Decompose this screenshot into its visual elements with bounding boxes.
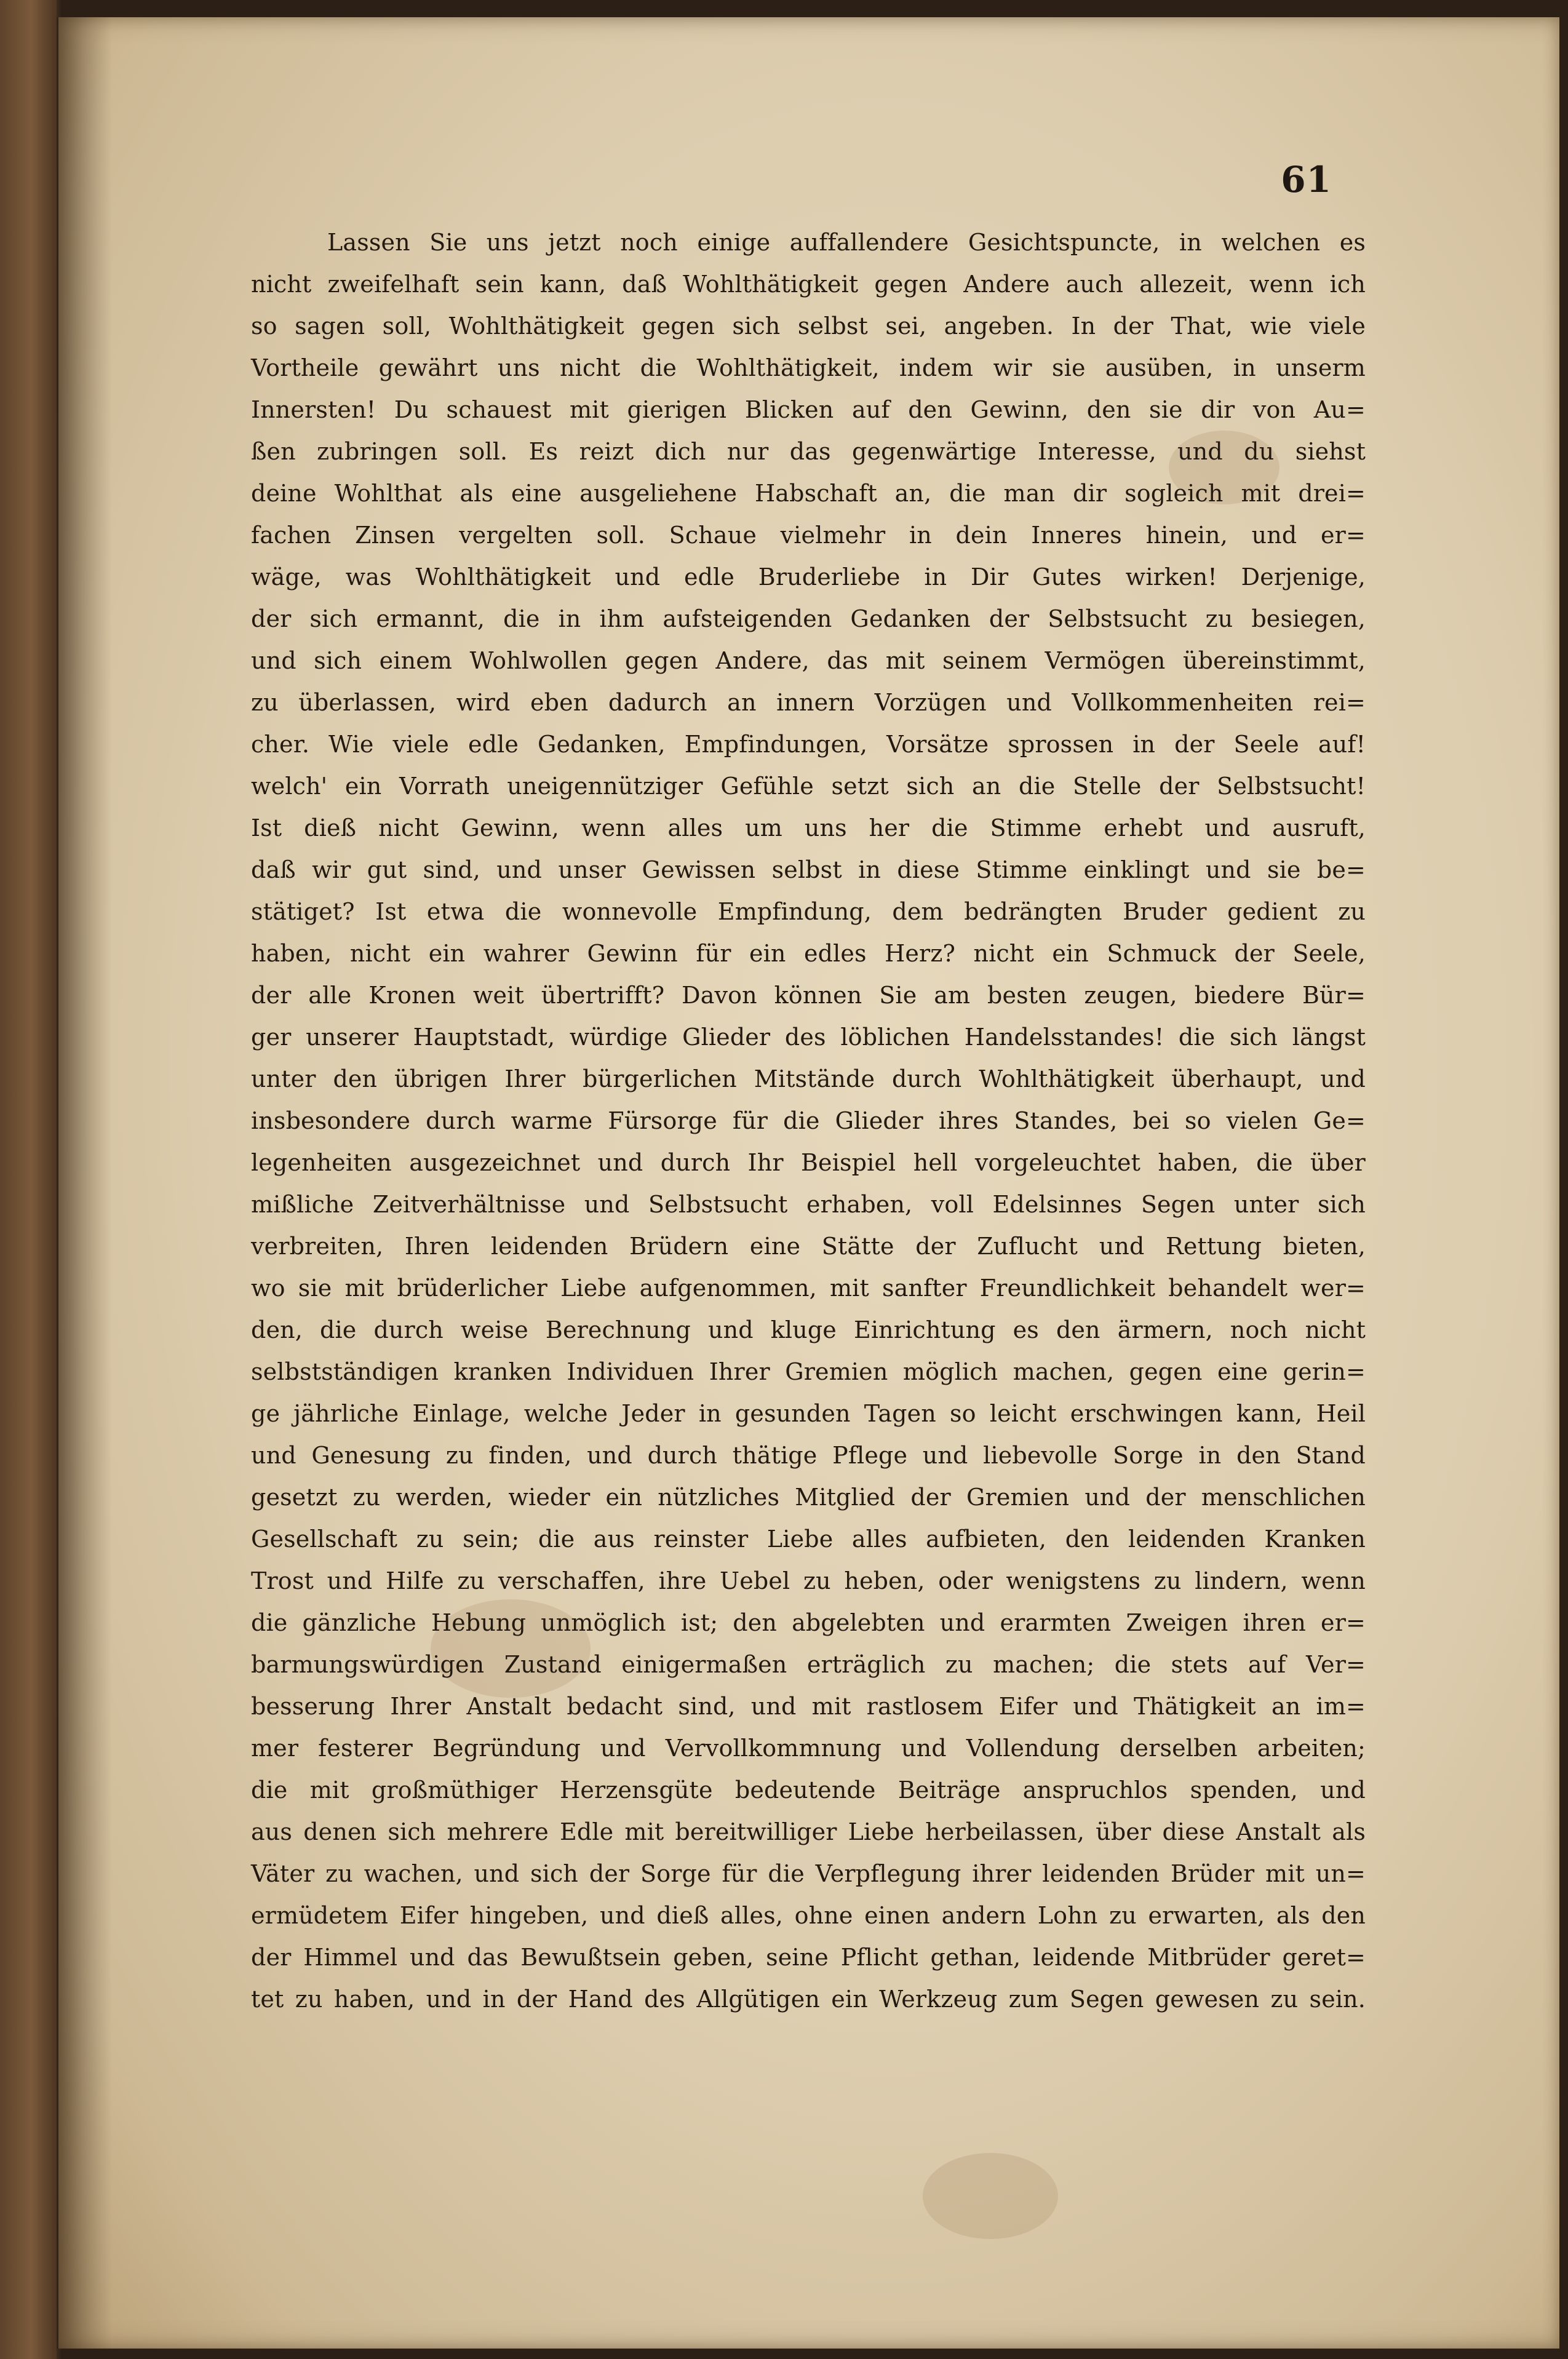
text-line: haben, nicht ein wahrer Gewinn für ein edles Herz? nicht ein Schmuck der Seele, (251, 940, 1366, 967)
page-number: 61 (1281, 159, 1332, 201)
text-line: zu überlassen, wird eben dadurch an innern Vorzügen und Vollkommenheiten rei= (251, 689, 1366, 716)
text-line: so sagen soll, Wohlthätigkeit gegen sich selbst sei, angeben. In der That, wie viele (251, 312, 1366, 340)
text-line: die gänzliche Hebung unmöglich ist; den abgelebten und erarmten Zweigen ihren er= (251, 1609, 1366, 1636)
text-line: verbreiten, Ihren leidenden Brüdern eine Stätte der Zuflucht und Rettung bieten, (251, 1233, 1366, 1260)
text-line: aus denen sich mehrere Edle mit bereitwilliger Liebe herbeilassen, über diese Anstalt als (251, 1818, 1366, 1845)
text-line: deine Wohlthat als eine ausgeliehene Habschaft an, die man dir sogleich mit drei= (251, 480, 1366, 507)
text-line: ermüdetem Eifer hingeben, und dieß alles, ohne einen andern Lohn zu erwarten, als den (251, 1902, 1366, 1929)
text-line: welch' ein Vorrath uneigennütziger Gefühle setzt sich an die Stelle der Selbstsucht! (251, 773, 1366, 800)
previous-page-edge (0, 0, 57, 2359)
text-line: wo sie mit brüderlicher Liebe aufgenommen, mit sanfter Freundlichkeit behandelt wer= (251, 1275, 1366, 1302)
text-line: der alle Kronen weit übertrifft? Davon können Sie am besten zeugen, biedere Bür= (251, 982, 1366, 1009)
text-line: legenheiten ausgezeichnet und durch Ihr Beispiel hell vorgeleuchtet haben, die über (251, 1149, 1366, 1176)
text-line: selbstständigen kranken Individuen Ihrer Gremien möglich machen, gegen eine gerin= (251, 1358, 1366, 1385)
paper-stain (923, 2153, 1058, 2239)
text-line: der sich ermannt, die in ihm aufsteigenden Gedanken der Selbstsucht zu besiegen, (251, 605, 1366, 632)
text-line: nicht zweifelhaft sein kann, daß Wohlthätigkeit gegen Andere auch allezeit, wenn ich (251, 271, 1366, 298)
text-line: Ist dieß nicht Gewinn, wenn alles um uns her die Stimme erhebt und ausruft, (251, 814, 1366, 841)
text-line: fachen Zinsen vergelten soll. Schaue vielmehr in dein Inneres hinein, und er= (251, 522, 1366, 549)
text-line: Lassen Sie uns jetzt noch einige auffallendere Gesichtspuncte, in welchen es (327, 229, 1366, 256)
text-line: Väter zu wachen, und sich der Sorge für die Verpflegung ihrer leidenden Brüder mit un= (251, 1860, 1366, 1887)
text-line: Vortheile gewährt uns nicht die Wohlthätigkeit, indem wir sie ausüben, in unserm (251, 354, 1366, 381)
text-line: tet zu haben, und in der Hand des Allgütigen ein Werkzeug zum Segen gewesen zu sein. (251, 1986, 1366, 2013)
gutter-shadow (57, 17, 112, 2349)
text-line: insbesondere durch warme Fürsorge für die Glieder ihres Standes, bei so vielen Ge= (251, 1107, 1366, 1134)
text-line: den, die durch weise Berechnung und kluge Einrichtung es den ärmern, noch nicht (251, 1316, 1366, 1343)
text-line: barmungswürdigen Zustand einigermaßen erträglich zu machen; die stets auf Ver= (251, 1651, 1366, 1678)
text-line: stätiget? Ist etwa die wonnevolle Empfindung, dem bedrängten Bruder gedient zu (251, 898, 1366, 925)
text-line: der Himmel und das Bewußtsein geben, seine Pflicht gethan, leidende Mitbrüder geret= (251, 1944, 1366, 1971)
text-line: ge jährliche Einlage, welche Jeder in gesunden Tagen so leicht erschwingen kann, Heil (251, 1400, 1366, 1427)
text-line: und Genesung zu finden, und durch thätige Pflege und liebevolle Sorge in den Stand (251, 1442, 1366, 1469)
text-line: die mit großmüthiger Herzensgüte bedeutende Beiträge anspruchlos spenden, und (251, 1776, 1366, 1804)
text-line: und sich einem Wohlwollen gegen Andere, das mit seinem Vermögen übereinstimmt, (251, 647, 1366, 674)
text-line: Trost und Hilfe zu verschaffen, ihre Uebel zu heben, oder wenigstens zu lindern, wenn (251, 1567, 1366, 1594)
text-line: daß wir gut sind, und unser Gewissen selbst in diese Stimme einklingt und sie be= (251, 856, 1366, 883)
text-line: mißliche Zeitverhältnisse und Selbstsucht erhaben, voll Edelsinnes Segen unter sich (251, 1191, 1366, 1218)
text-line: besserung Ihrer Anstalt bedacht sind, und mit rastlosem Eifer und Thätigkeit an im= (251, 1693, 1366, 1720)
text-line: cher. Wie viele edle Gedanken, Empfindungen, Vorsätze sprossen in der Seele auf! (251, 731, 1366, 758)
text-line: Gesellschaft zu sein; die aus reinster Liebe alles aufbieten, den leidenden Kranken (251, 1526, 1366, 1553)
text-line: Innersten! Du schauest mit gierigen Blicken auf den Gewinn, den sie dir von Au= (251, 396, 1366, 423)
text-line: ger unserer Hauptstadt, würdige Glieder des löblichen Handelsstandes! die sich längst (251, 1024, 1366, 1051)
body-text (251, 221, 1366, 2020)
text-line: mer festerer Begründung und Vervollkommnung und Vollendung derselben arbeiten; (251, 1735, 1366, 1762)
text-line: gesetzt zu werden, wieder ein nützliches Mitglied der Gremien und der menschlichen (251, 1484, 1366, 1511)
text-line: unter den übrigen Ihrer bürgerlichen Mitstände durch Wohlthätigkeit überhaupt, und (251, 1065, 1366, 1092)
text-line: wäge, was Wohlthätigkeit und edle Bruderliebe in Dir Gutes wirken! Derjenige, (251, 563, 1366, 591)
text-line: ßen zubringen soll. Es reizt dich nur das gegenwärtige Interesse, und du siehst (251, 438, 1366, 465)
